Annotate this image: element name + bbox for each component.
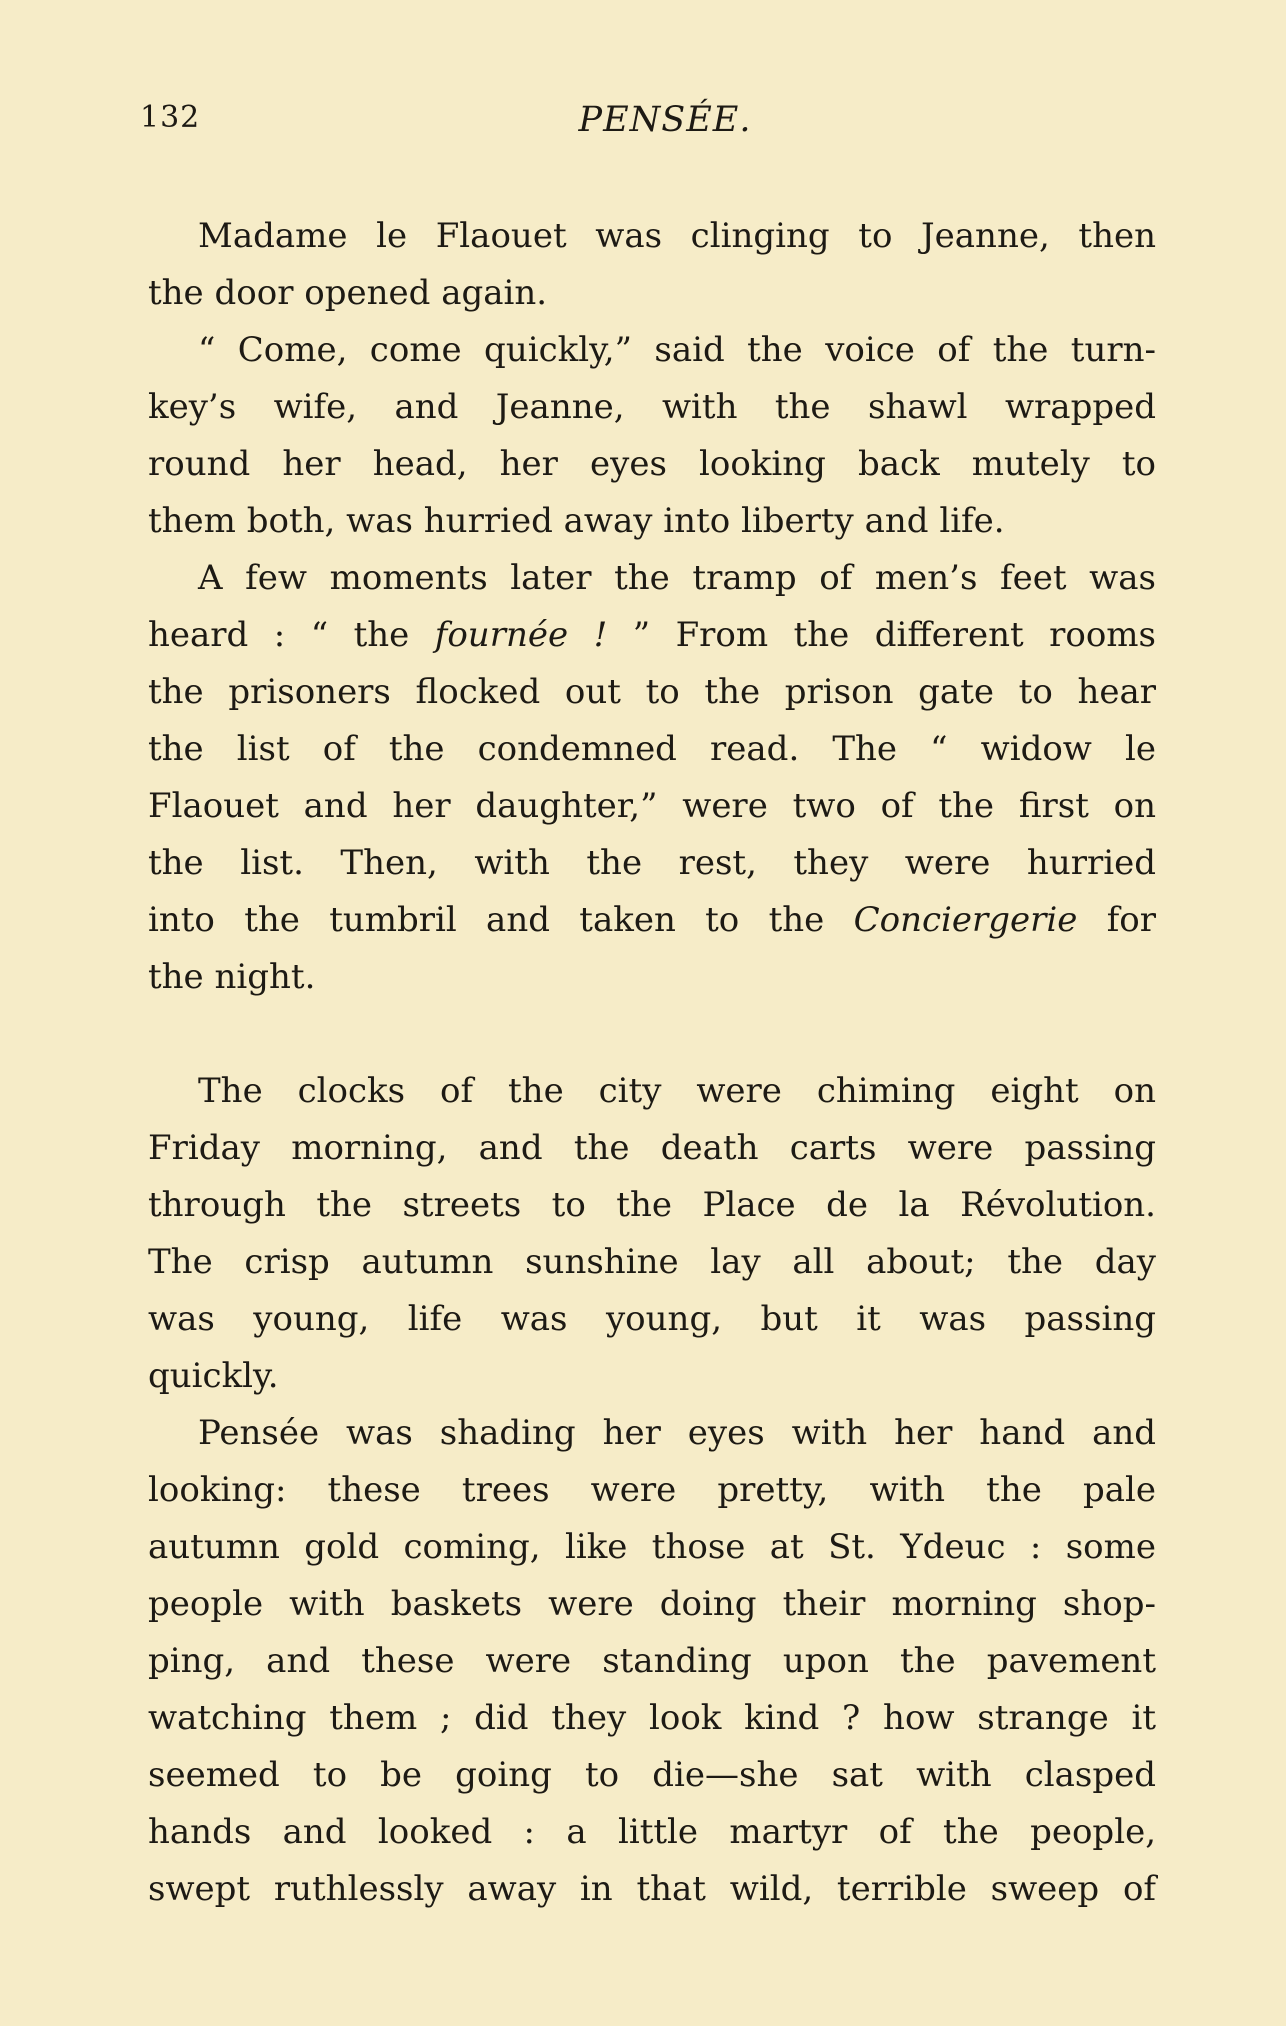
text-line [148, 607, 1156, 664]
text-line: the prisoners flocked out to the prison gate to hear [148, 672, 1156, 712]
text-line: Pensée was shading her eyes with her hand and [198, 1413, 1156, 1453]
text-run: into the tumbril and taken to the [148, 900, 854, 940]
section-break [148, 1006, 1156, 1063]
text-line: watching them ; did they look kind ? how strange it [148, 1698, 1156, 1738]
text-line: hands and looked : a little martyr of the people, [148, 1812, 1156, 1852]
text-line: autumn gold coming, like those at St. Ydeuc : some [148, 1527, 1156, 1567]
text-line: the list of the condemned read. The “ widow le [148, 729, 1156, 769]
text-run: ” From the different rooms [607, 615, 1156, 655]
page-header [140, 100, 1150, 150]
paragraph [148, 550, 1156, 1006]
text-line: The crisp autumn sunshine lay all about; the day [148, 1242, 1156, 1282]
text-line: the door opened again. [148, 273, 548, 313]
italic-word-fournee: fournée ! [434, 615, 608, 655]
text-run: heard : “ the [148, 615, 435, 655]
text-line: Madame le Flaouet was clinging to Jeanne, then [198, 216, 1156, 256]
text-line: looking: these trees were pretty, with the pale [148, 1470, 1156, 1510]
text-line [148, 892, 1156, 949]
paragraph [148, 322, 1156, 550]
text-line: people with baskets were doing their morning shop- [148, 1584, 1156, 1624]
text-line: seemed to be going to die—she sat with clasped [148, 1755, 1156, 1795]
paragraph [148, 1405, 1156, 1918]
page-number: 132 [140, 100, 201, 135]
text-line: the night. [148, 957, 316, 997]
text-line: swept ruthlessly away in that wild, terrible sweep of [148, 1869, 1156, 1909]
text-line: “ Come, come quickly,” said the voice of the turn- [198, 330, 1156, 370]
text-line: through the streets to the Place de la Révolution. [148, 1185, 1156, 1225]
text-line: A few moments later the tramp of men’s feet was [198, 558, 1156, 598]
text-line: was young, life was young, but it was passing [148, 1299, 1156, 1339]
text-line: them both, was hurried away into liberty and life. [148, 501, 1005, 541]
text-line: quickly. [148, 1356, 279, 1396]
paragraph [148, 1063, 1156, 1405]
text-line: round her head, her eyes looking back mutely to [148, 444, 1156, 484]
text-line: Flaouet and her daughter,” were two of the first on [148, 786, 1156, 826]
text-line: the list. Then, with the rest, they were hurried [148, 843, 1156, 883]
body-text [148, 208, 1156, 1918]
text-line: Friday morning, and the death carts were passing [148, 1128, 1156, 1168]
text-line: ping, and these were standing upon the pavement [148, 1641, 1156, 1681]
italic-word-conciergerie: Conciergerie [853, 900, 1078, 940]
text-line: key’s wife, and Jeanne, with the shawl wrapped [148, 387, 1156, 427]
text-run: for [1077, 900, 1156, 940]
paragraph [148, 208, 1156, 322]
running-title: PENSÉE. [578, 100, 752, 140]
text-line: The clocks of the city were chiming eight on [198, 1071, 1156, 1111]
